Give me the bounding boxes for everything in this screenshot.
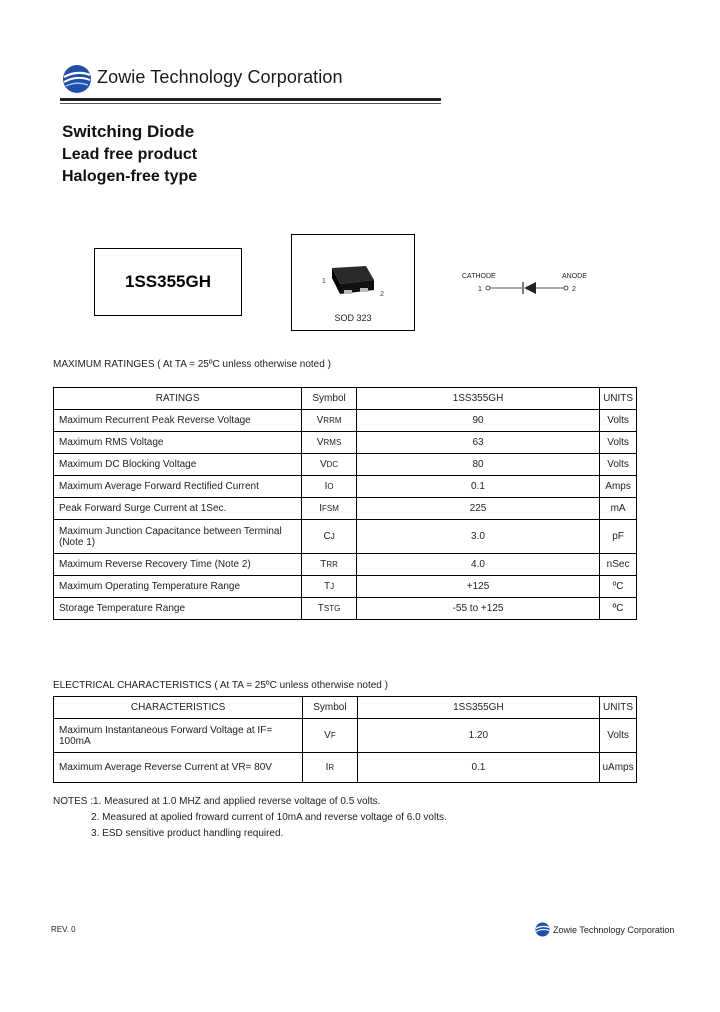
symbol-main: T (320, 559, 327, 570)
header-rule (60, 98, 441, 101)
unit-cell: nSec (600, 554, 637, 576)
param-cell: Maximum Instantaneous Forward Voltage at IF= 100mA (54, 719, 303, 753)
symbol-sub: FSM (322, 504, 339, 513)
symbol-cell (302, 576, 357, 598)
symbol-sub: J (330, 532, 335, 541)
symbol-sub: RMS (323, 438, 342, 447)
unit-cell: ºC (600, 576, 637, 598)
unit-cell: Volts (600, 719, 637, 753)
value-cell: 1.20 (357, 719, 599, 753)
param-cell: Maximum Operating Temperature Range (54, 576, 302, 598)
part-number-box (94, 248, 242, 316)
table-row (54, 410, 637, 432)
value-cell: 90 (356, 410, 599, 432)
value-cell: 63 (356, 432, 599, 454)
unit-cell: uAmps (600, 753, 637, 783)
header-part: 1SS355GH (356, 388, 599, 410)
table-row (54, 476, 637, 498)
symbol-cell (302, 454, 357, 476)
revision-label: REV. 0 (51, 925, 76, 934)
table-row (54, 753, 637, 783)
unit-cell: pF (600, 520, 637, 554)
unit-cell: Volts (600, 454, 637, 476)
unit-cell: Amps (600, 476, 637, 498)
value-cell: 0.1 (357, 753, 599, 783)
company-name: Zowie Technology Corporation (97, 67, 343, 87)
company-logo-icon (62, 64, 92, 94)
symbol-sub: STG (323, 604, 341, 613)
symbol-sub: DC (326, 460, 339, 469)
electrical-section-label: ELECTRICAL CHARACTERISTICS ( At TA = 25ºC unless otherwise noted ) (53, 680, 388, 691)
pkg-pin1-label: 1 (322, 278, 326, 285)
symbol-cell (302, 432, 357, 454)
table-row (54, 719, 637, 753)
value-cell: 225 (356, 498, 599, 520)
header-rule-thin (60, 103, 441, 104)
table-header-row (54, 388, 637, 410)
unit-cell: mA (600, 498, 637, 520)
symbol-sub: F (330, 731, 336, 740)
table-row (54, 498, 637, 520)
unit-cell: ºC (600, 598, 637, 620)
footer-logo-icon (535, 922, 550, 937)
table-header-row (54, 697, 637, 719)
symbol-sub: J (330, 582, 335, 591)
symbol-sub: R (328, 763, 335, 772)
table-row (54, 520, 637, 554)
note-1: NOTES :1. Measured at 1.0 MHZ and applied reverse voltage of 0.5 volts. (53, 796, 381, 807)
symbol-main: I (324, 481, 328, 492)
header-ratings: RATINGS (54, 388, 302, 410)
symbol-main: V (316, 415, 324, 426)
symbol-main: V (316, 437, 324, 448)
param-cell: Maximum Average Forward Rectified Current (54, 476, 302, 498)
param-cell: Maximum Average Reverse Current at VR= 80V (54, 753, 303, 783)
symbol-main: V (319, 459, 327, 470)
symbol-sub: O (327, 482, 334, 491)
symbol-cell (302, 498, 357, 520)
symbol-cell (303, 719, 358, 753)
symbol-main: V (324, 730, 331, 741)
doc-subtitle-halogen-free: Halogen-free type (62, 168, 198, 185)
symbol-cell (302, 476, 357, 498)
sod323-package-icon (318, 260, 390, 302)
value-cell: +125 (356, 576, 599, 598)
table-row (54, 598, 637, 620)
table-row (54, 554, 637, 576)
notes-block (53, 794, 447, 842)
table-row (54, 576, 637, 598)
note-2: 2. Measured at apolied froward current of 10mA and reverse voltage of 6.0 volts. (91, 812, 447, 823)
symbol-main: I (325, 762, 329, 773)
value-cell: 4.0 (356, 554, 599, 576)
part-number: 1SS355GH (125, 272, 211, 291)
value-cell: 80 (356, 454, 599, 476)
max-ratings-table (53, 387, 637, 620)
pkg-pin2-label: 2 (380, 291, 384, 298)
param-cell: Storage Temperature Range (54, 598, 302, 620)
symbol-cell (302, 520, 357, 554)
value-cell: 3.0 (356, 520, 599, 554)
unit-cell: Volts (600, 432, 637, 454)
footer-company-name: Zowie Technology Corporation (553, 925, 675, 935)
symbol-cell (302, 554, 357, 576)
max-ratings-section-label: MAXIMUM RATINGES ( At TA = 25ºC unless otherwise noted ) (53, 359, 331, 370)
symbol-cell (302, 598, 357, 620)
electrical-table (53, 696, 637, 783)
package-label: SOD 323 (334, 313, 372, 323)
symbol-main: I (319, 503, 323, 514)
header-part: 1SS355GH (357, 697, 599, 719)
header-units: UNITS (600, 388, 637, 410)
param-cell: Maximum Reverse Recovery Time (Note 2) (54, 554, 302, 576)
header-units: UNITS (600, 697, 637, 719)
param-cell: Maximum Junction Capacitance between Terminal (Note 1) (54, 520, 302, 554)
table-row (54, 454, 637, 476)
value-cell: 0.1 (356, 476, 599, 498)
param-cell: Maximum DC Blocking Voltage (54, 454, 302, 476)
doc-subtitle-lead-free: Lead free product (62, 146, 198, 163)
diode-schematic-icon (458, 270, 598, 296)
cathode-label: CATHODE (462, 273, 496, 280)
header-characteristics: CHARACTERISTICS (54, 697, 303, 719)
symbol-sub: RR (326, 560, 338, 569)
doc-title: Switching Diode (62, 122, 195, 141)
value-cell: -55 to +125 (356, 598, 599, 620)
symbol-cell (303, 753, 358, 783)
param-cell: Maximum Recurrent Peak Reverse Voltage (54, 410, 302, 432)
symbol-main: C (323, 531, 331, 542)
schem-pin1-label: 1 (478, 286, 482, 293)
param-cell: Maximum RMS Voltage (54, 432, 302, 454)
param-cell: Peak Forward Surge Current at 1Sec. (54, 498, 302, 520)
anode-label: ANODE (562, 273, 587, 280)
schem-pin2-label: 2 (572, 286, 576, 293)
symbol-cell (302, 410, 357, 432)
header-symbol: Symbol (303, 697, 358, 719)
symbol-sub: RRM (323, 416, 342, 425)
table-row (54, 432, 637, 454)
note-3: 3. ESD sensitive product handling required. (91, 828, 284, 839)
symbol-main: T (324, 581, 331, 592)
header-symbol: Symbol (302, 388, 357, 410)
symbol-main: T (317, 603, 324, 614)
unit-cell: Volts (600, 410, 637, 432)
